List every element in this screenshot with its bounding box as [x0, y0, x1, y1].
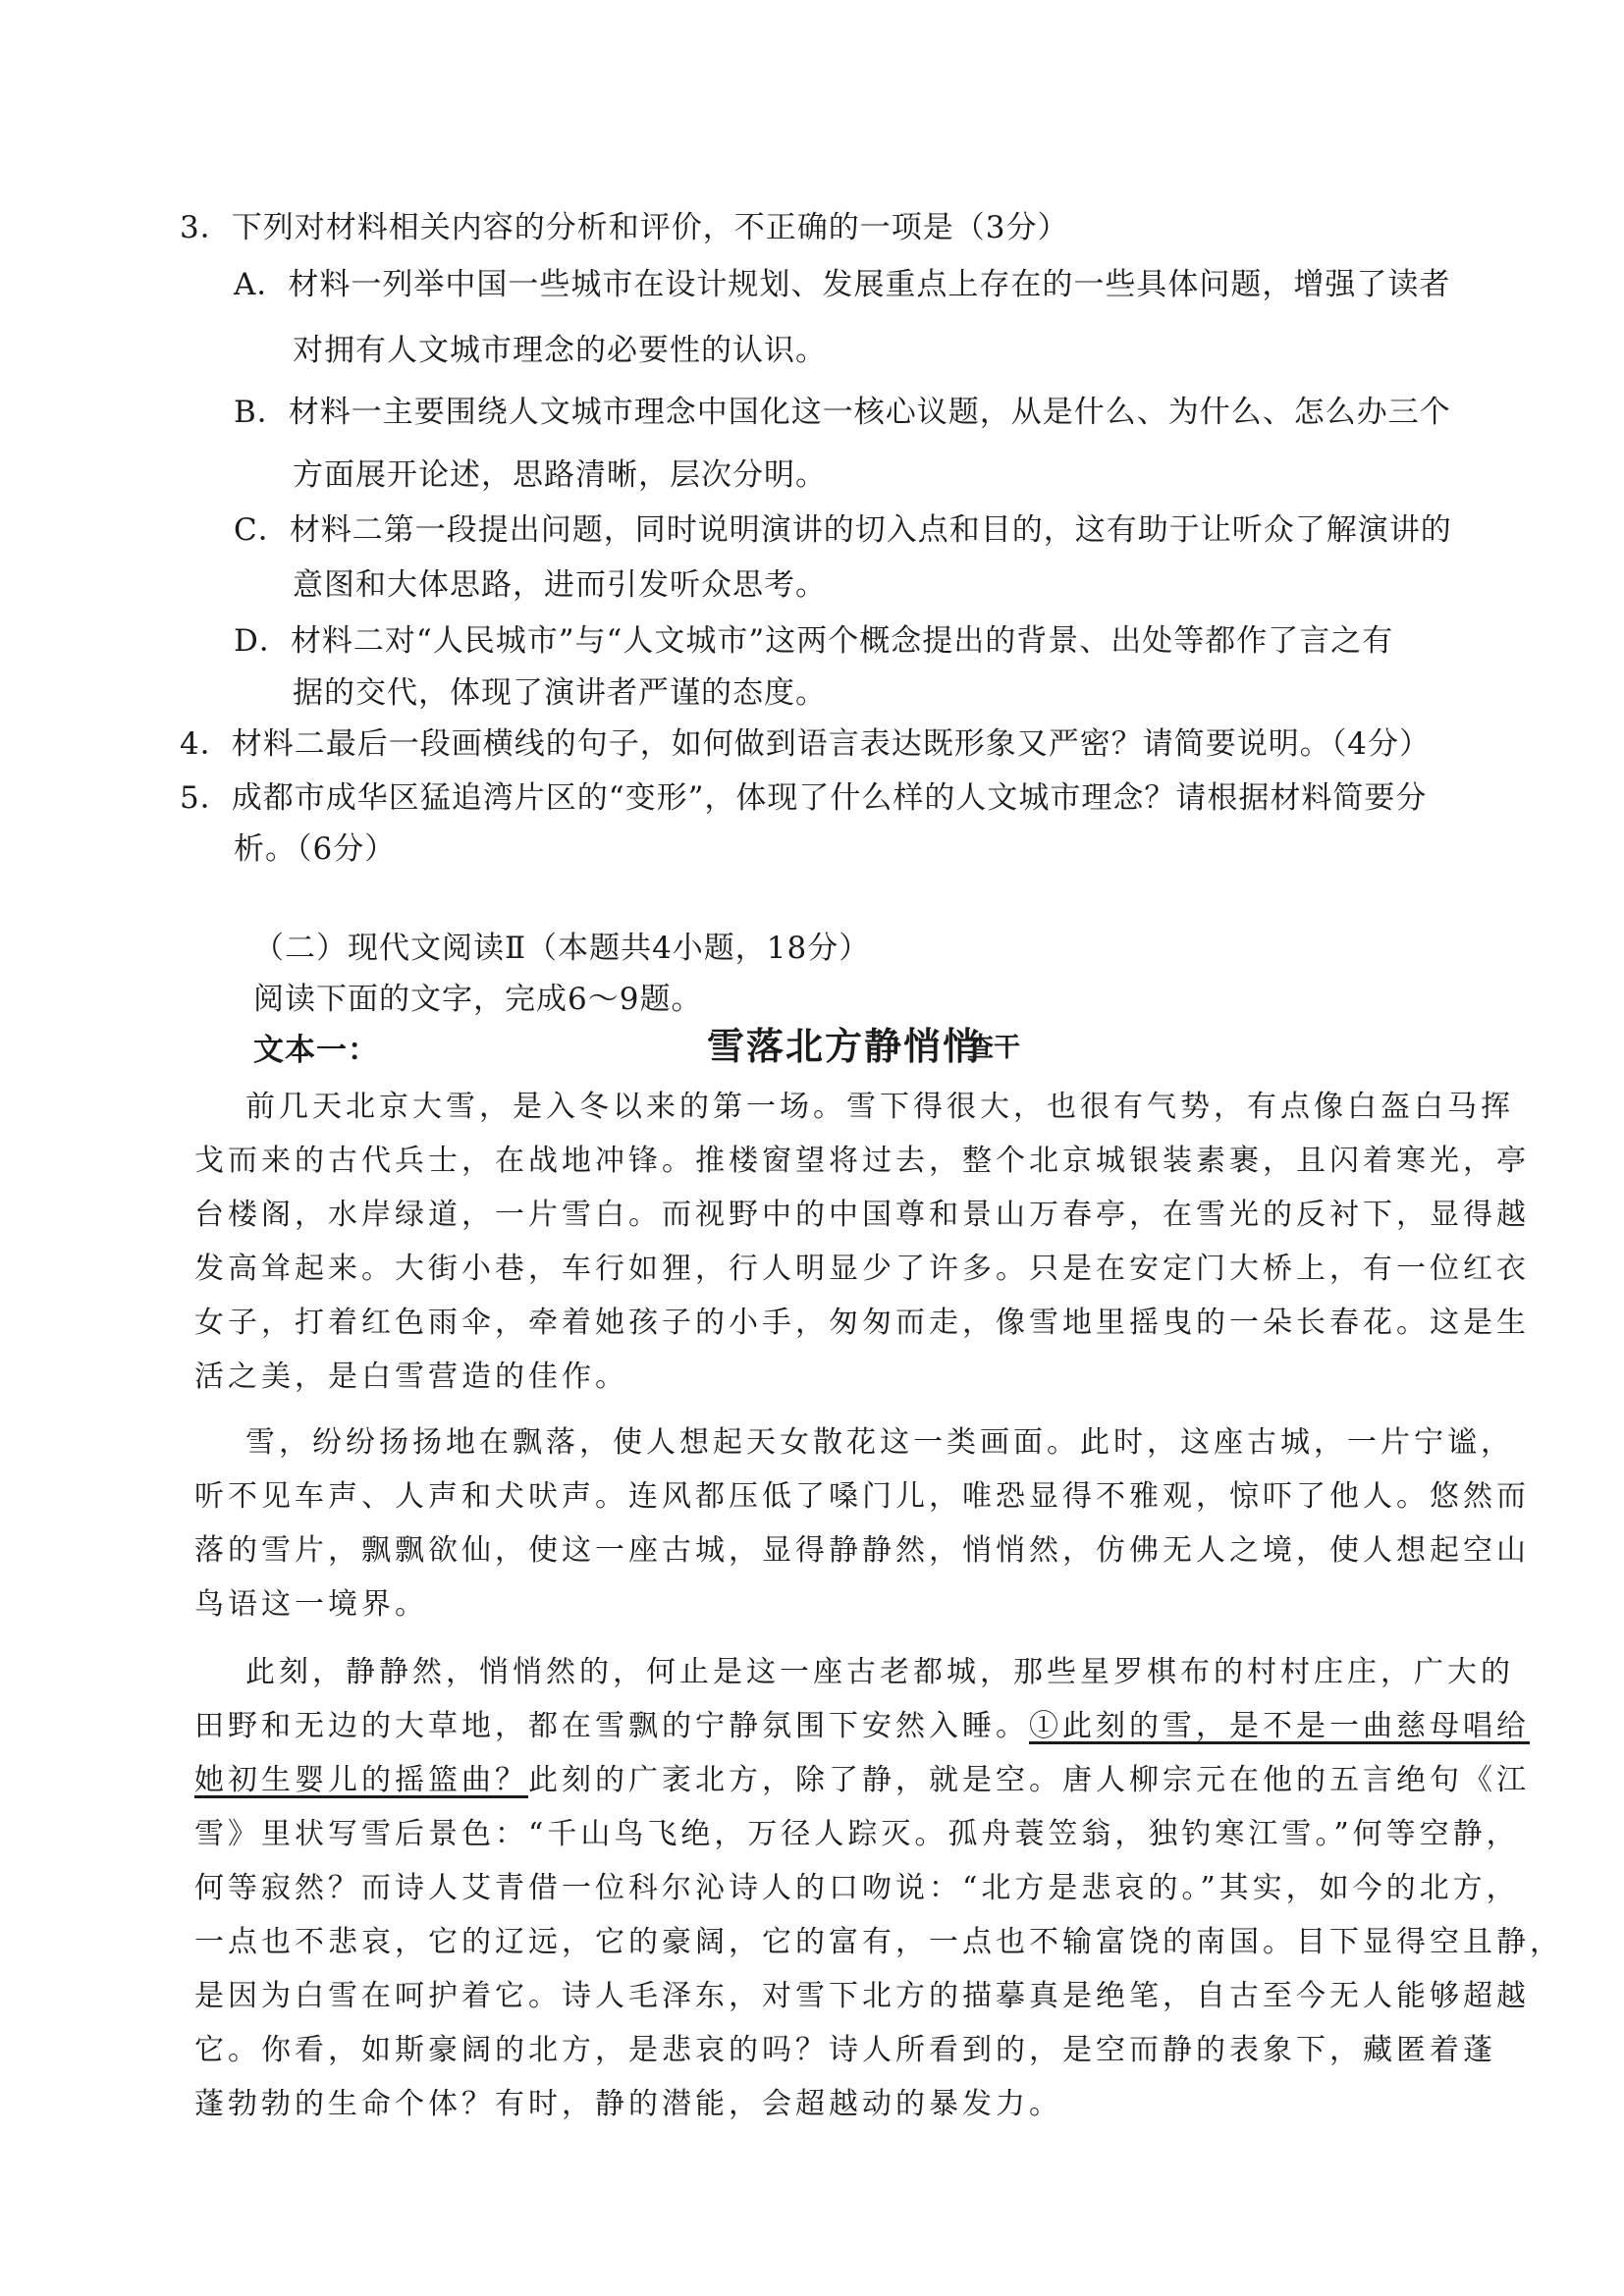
question-3-option-d-line-2: 据的交代，体现了演讲者严谨的态度。: [293, 675, 827, 711]
essay-p3-line-5: 何等寂然？而诗人艾青借一位科尔沁诗人的口吻说：“北方是悲哀的。”其实，如今的北方，: [194, 1871, 1520, 1905]
text-label: 文本一：: [253, 1033, 379, 1068]
essay-p1-line-3: 台楼阁，水岸绿道，一片雪白。而视野中的中国尊和景山万春亭，在雪光的反衬下，显得越: [194, 1198, 1530, 1232]
essay-author: 查干: [967, 1033, 1020, 1063]
essay-p1-line-4: 发高耸起来。大街小巷，车行如狸，行人明显少了许多。只是在安定门大桥上，有一位红衣: [194, 1252, 1530, 1286]
essay-p1-line-1: 前几天北京大雪，是入冬以来的第一场。雪下得很大，也很有气势，有点像白盔白马挥: [245, 1090, 1514, 1124]
section-heading: （二）现代文阅读Ⅱ（本题共4小题，18分）: [253, 931, 871, 966]
essay-p2-line-1: 雪，纷纷扬扬地在飘落，使人想起天女散花这一类画面。此时，这座古城，一片宁谧，: [245, 1425, 1514, 1460]
essay-p3-line-7: 是因为白雪在呵护着它。诗人毛泽东，对雪下北方的描摹真是绝笔，自古至今无人能够超越: [194, 1979, 1530, 2013]
essay-p1-line-5: 女子，打着红色雨伞，牵着她孩子的小手，匆匆而走，像雪地里摇曳的一朵长春花。这是生: [194, 1306, 1530, 1340]
underlined-sentence-part-2: 她初生婴儿的摇篮曲？: [194, 1763, 528, 1797]
essay-p3-line-1: 此刻，静静然，悄悄然的，何止是这一座古老都城，那些星罗棋布的村村庄庄，广大的: [245, 1655, 1514, 1689]
essay-p3-line-6: 一点也不悲哀，它的辽远，它的豪阔，它的富有，一点也不输富饶的南国。目下显得空且静，: [194, 1925, 1563, 1959]
underlined-sentence-part-1: ①此刻的雪，是不是一曲慈母唱给: [1029, 1709, 1530, 1743]
question-3-stem: 3．下列对材料相关内容的分析和评价，不正确的一项是（3分）: [180, 210, 1069, 245]
question-3-option-c-line-1: C．材料二第一段提出问题，同时说明演讲的切入点和目的，这有助于让听众了解演讲的: [234, 512, 1452, 548]
question-3-option-d-line-1: D．材料二对“人民城市”与“人文城市”这两个概念提出的背景、出处等都作了言之有: [234, 623, 1394, 659]
question-3-option-a-line-2: 对拥有人文城市理念的必要性的认识。: [293, 333, 827, 368]
question-3-option-b-line-2: 方面展开论述，思路清晰，层次分明。: [293, 457, 827, 493]
essay-p3-line-2-a: 田野和无边的大草地，都在雪飘的宁静氛围下安然入睡。: [194, 1709, 1029, 1743]
essay-p2-line-2: 听不见车声、人声和犬吠声。连风都压低了嗓门儿，唯恐显得不雅观，惊吓了他人。悠然而: [194, 1479, 1530, 1514]
essay-p3-line-2: [194, 1707, 1530, 1746]
question-3-option-b-line-1: B．材料一主要围绕人文城市理念中国化这一核心议题，从是什么、为什么、怎么办三个: [234, 395, 1451, 430]
essay-p1-line-2: 戈而来的古代兵士，在战地冲锋。推楼窗望将过去，整个北京城银装素裹，且闪着寒光，亭: [194, 1144, 1530, 1178]
essay-p3-line-9: 蓬勃勃的生命个体？有时，静的潜能，会超越动的暴发力。: [194, 2087, 1062, 2121]
essay-p2-line-4: 鸟语这一境界。: [194, 1587, 428, 1622]
essay-p3-line-3: [194, 1761, 1530, 1800]
essay-p1-line-6: 活之美，是白雪营造的佳作。: [194, 1360, 628, 1394]
question-3-option-c-line-2: 意图和大体思路，进而引发听众思考。: [293, 567, 827, 603]
question-4: 4．材料二最后一段画横线的句子，如何做到语言表达既形象又严密？请简要说明。（4分）: [180, 726, 1431, 762]
question-3-option-a-line-1: A．材料一列举中国一些城市在设计规划、发展重点上存在的一些具体问题，增强了读者: [234, 267, 1451, 302]
essay-p3-line-8: 它。你看，如斯豪阔的北方，是悲哀的吗？诗人所看到的，是空而静的表象下，藏匿着蓬: [194, 2033, 1496, 2067]
essay-title: 雪落北方静悄悄: [707, 1025, 983, 1068]
essay-p3-line-3-b: 此刻的广袤北方，除了静，就是空。唐人柳宗元在他的五言绝句《江: [528, 1763, 1530, 1797]
essay-p2-line-3: 落的雪片，飘飘欲仙，使这一座古城，显得静静然，悄悄然，仿佛无人之境，使人想起空山: [194, 1533, 1530, 1568]
question-5-line-1: 5．成都市成华区猛追湾片区的“变形”，体现了什么样的人文城市理念？请根据材料简要分: [180, 780, 1428, 816]
question-5-line-2: 析。（6分）: [234, 831, 397, 867]
section-instruction: 阅读下面的文字，完成6～9题。: [253, 982, 703, 1017]
essay-p3-line-4: 雪》里状写雪后景色：“千山鸟飞绝，万径人踪灭。孤舟蓑笠翁，独钓寒江雪。”何等空静，: [194, 1817, 1520, 1851]
